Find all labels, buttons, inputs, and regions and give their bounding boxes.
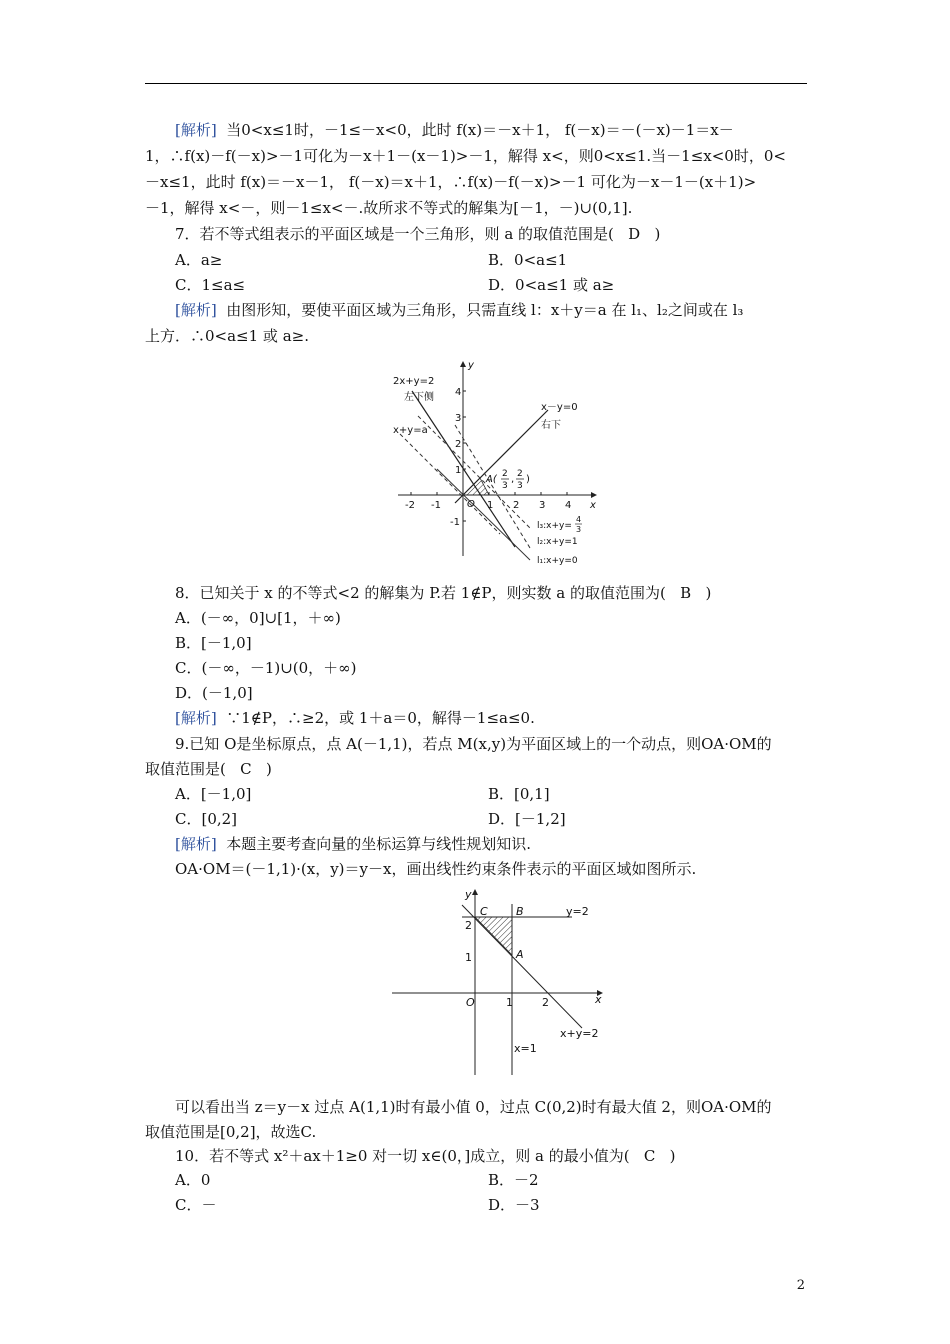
- q8-option-a: A．(－∞，0]∪[1，＋∞): [175, 609, 341, 627]
- point-a-label: A: [516, 948, 524, 961]
- solution-tag: [解析]: [175, 301, 217, 319]
- q8-option-d: D．(－1,0]: [175, 684, 253, 702]
- q7-solution-line-2: 上方．∴0<a≤1 或 a≥.: [145, 327, 309, 345]
- label-y-2: y=2: [566, 905, 589, 918]
- y-tick-label: -1: [450, 517, 460, 528]
- q7-option-b: B．0<a≤1: [488, 251, 568, 269]
- frac-num-2: 2: [517, 469, 523, 479]
- label-x-1: x=1: [514, 1042, 537, 1055]
- q10-option-c: C．－: [175, 1196, 217, 1214]
- solution-tag: [解析]: [175, 835, 217, 853]
- q7-option-d: D．0<a≤1 或 a≥: [488, 276, 615, 294]
- q9-solution-line-2: OA·OM＝(－1,1)·(x，y)＝y－x，画出线性约束条件表示的平面区域如图所示.: [175, 860, 697, 878]
- line-x-y-2: [462, 905, 582, 1028]
- page-number: 2: [796, 1278, 805, 1293]
- frac-den-1: 3: [502, 481, 508, 491]
- y-tick-label: 1: [455, 465, 462, 476]
- x-tick-label: 3: [539, 500, 546, 511]
- x-tick-label: -2: [405, 500, 415, 511]
- q10-option-a: A．0: [175, 1171, 211, 1189]
- q9-option-a: A．[－1,0]: [175, 785, 252, 803]
- axis-label-y: y: [465, 888, 472, 901]
- y-tick-label: 2: [455, 439, 462, 450]
- header-rule: [145, 83, 807, 84]
- axis-label-y: y: [468, 360, 474, 371]
- x-tick-label: 1: [487, 500, 494, 511]
- figure-1-feasible-region: [385, 355, 615, 570]
- label-l2: l₂:x+y=1: [537, 537, 578, 547]
- label-l3: l₃:x+y=: [537, 521, 572, 531]
- l3-num: 4: [576, 515, 582, 524]
- label-x-y-a: x+y=a: [393, 425, 428, 436]
- comma: ,: [511, 474, 515, 485]
- point-a-label: A(: [486, 474, 497, 485]
- frac-den-2: 3: [517, 481, 523, 491]
- q8-solution: [解析] ∵1∉P，∴≥2，或 1＋a＝0，解得－1≤a≤0.: [175, 709, 535, 727]
- q9-option-c: C．[0,2]: [175, 810, 238, 828]
- label-2x-y-2: 2x+y=2: [393, 376, 435, 387]
- y-tick-label: 3: [455, 413, 462, 424]
- y-tick-label: 4: [455, 387, 462, 398]
- q9-option-d: D．[－1,2]: [488, 810, 566, 828]
- q8-option-c: C．(－∞，－1)∪(0，＋∞): [175, 659, 357, 677]
- label-right-lower: 右下: [541, 420, 561, 431]
- q10-stem: 10．若不等式 x²＋ax＋1≥0 对一切 x∈(0，]成立，则 a 的最小值为( C ): [175, 1147, 676, 1165]
- q9-option-b: B．[0,1]: [488, 785, 550, 803]
- x-tick-label: -1: [431, 500, 441, 511]
- solution-tag: [解析]: [175, 709, 217, 727]
- point-c-label: C: [480, 905, 488, 918]
- q10-option-b: B．－2: [488, 1171, 539, 1189]
- x-tick-label: 2: [513, 500, 520, 511]
- q9-stem-line-1: 9.已知 O是坐标原点，点 A(－1,1)，若点 M(x,y)为平面区域上的一个动点，则OA·OM的: [175, 735, 772, 753]
- x-tick-label: 4: [565, 500, 572, 511]
- origin-label: O: [467, 499, 475, 510]
- q10-option-d: D．－3: [488, 1196, 540, 1214]
- q6-solution-line-4: －1，解得 x<－，则－1≤x<－.故所求不等式的解集为[－1，－)∪(0,1].: [145, 199, 633, 217]
- l3-den: 3: [576, 525, 582, 534]
- label-x-minus-y: x－y=0: [541, 402, 578, 413]
- label-left-lower: 左下侧: [404, 392, 434, 403]
- q6-solution-line-1: [解析] 当0<x≤1时，－1≤－x<0，此时 f(x)＝－x＋1， f(－x)＝－(－x)－1＝x－: [175, 121, 734, 139]
- point-b-label: B: [516, 905, 524, 918]
- paren-close: ): [526, 474, 530, 485]
- x-tick-label: 1: [506, 996, 513, 1009]
- q7-option-a: A．a≥: [175, 251, 223, 269]
- line-l3: [418, 416, 530, 528]
- y-tick-label: 2: [465, 919, 472, 932]
- frac-num-1: 2: [502, 469, 508, 479]
- solution-tag: [解析]: [175, 121, 217, 139]
- q8-option-b: B．[－1,0]: [175, 634, 252, 652]
- label-x-y-2: x+y=2: [560, 1027, 599, 1040]
- label-l1: l₁:x+y=0: [537, 556, 578, 566]
- q7-solution-line-1: [解析] 由图形知，要使平面区域为三角形，只需直线 l：x＋y＝a 在 l₁、l₂之间或在 l₃: [175, 301, 744, 319]
- axis-label-x: x: [590, 500, 596, 511]
- q9-stem-line-2: 取值范围是( C ): [145, 760, 272, 778]
- shaded-region: [475, 917, 512, 955]
- q7-stem: 7．若不等式组表示的平面区域是一个三角形，则 a 的取值范围是( D ): [175, 225, 661, 243]
- figure-2-feasible-region: [385, 885, 615, 1085]
- q6-solution-line-3: －x≤1，此时 f(x)＝－x－1， f(－x)＝x＋1，∴f(x)－f(－x)>－1 可化为－x－1－(x＋1)>: [145, 173, 757, 191]
- q6-solution-line-2: 1，∴f(x)－f(－x)>－1可化为－x＋1－(x－1)>－1，解得 x<，则0<x≤1.当－1≤x<0时，0<: [145, 147, 786, 165]
- q8-stem: 8．已知关于 x 的不等式<2 的解集为 P.若 1∉P，则实数 a 的取值范围为( B ): [175, 584, 712, 602]
- origin-label: O: [466, 996, 475, 1009]
- q9-solution-line-1: [解析] 本题主要考查向量的坐标运算与线性规划知识.: [175, 835, 532, 853]
- q9-conclusion-line-1: 可以看出当 z＝y－x 过点 A(1,1)时有最小值 0，过点 C(0,2)时有最大值 2，则OA·OM的: [175, 1098, 772, 1116]
- q9-conclusion-line-2: 取值范围是[0,2]，故选C.: [145, 1123, 317, 1141]
- x-tick-label: 2: [542, 996, 549, 1009]
- axis-label-x: x: [595, 993, 602, 1006]
- y-tick-label: 1: [465, 951, 472, 964]
- q7-option-c: C．1≤a≤: [175, 276, 246, 294]
